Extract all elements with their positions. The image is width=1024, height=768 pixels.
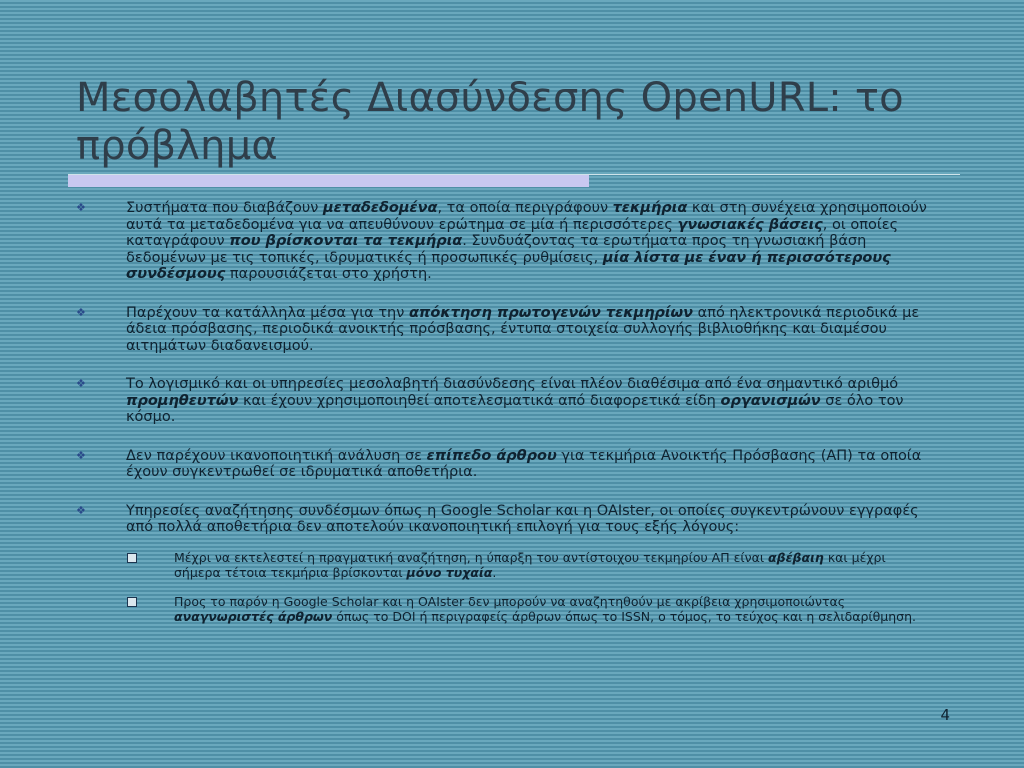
diamond-cluster-icon: ❖: [76, 503, 86, 517]
title-accent-bar: [68, 175, 589, 187]
diamond-cluster-icon: ❖: [76, 305, 86, 319]
page-number: 4: [940, 706, 950, 724]
sub-bullet-item: [76, 594, 936, 624]
diamond-cluster-icon: ❖: [76, 448, 86, 462]
bullet-item: [76, 200, 936, 283]
slide-title: Μεσολαβητές Διασύνδεσης OpenURL: το πρόβλημα: [76, 75, 904, 169]
bullet-text: Δεν παρέχουν ικανοποιητική ανάλυση σε επίπεδο άρθρου για τεκμήρια Ανοικτής Πρόσβασης (ΑΠ) τα οποία έχουν συγκεντρωθεί σε ιδρυματικά αποθετήρια.: [126, 447, 922, 480]
sub-bullet-item: [76, 550, 936, 580]
bullet-item: [76, 305, 936, 355]
sub-bullet-text: Προς το παρόν η Google Scholar και η OAIster δεν μπορούν να αναζητηθούν με ακρίβεια χρησιμοποιώντας αναγνωριστές άρθρων όπως το DOI ή περιγραφείς άρθρων όπως το ISSN, ο τόμος, το τεύχος και η σελιδαρίθμηση.: [174, 593, 917, 624]
diamond-cluster-icon: ❖: [76, 377, 86, 390]
hollow-square-icon: [127, 597, 137, 607]
bullet-item: [76, 376, 936, 426]
bullet-text: Παρέχουν τα κατάλληλα μέσα για την απόκτηση πρωτογενών τεκμηρίων από ηλεκτρονικά περιοδικά με άδεια πρόσβασης, περιοδικά ανοικτής πρόσβασης, έντυπα στοιχεία συλλογής βιβλιοθήκης και διαμέσου αιτημάτων διαδανεισμού.: [126, 304, 920, 354]
bullet-text: Υπηρεσίες αναζήτησης συνδέσμων όπως η Google Scholar και η OAIster, οι οποίες συγκεντρώνουν εγγραφές από πολλά αποθετήρια δεν αποτελούν ικανοποιητική επιλογή για τους εξής λόγους:: [126, 502, 919, 535]
hollow-square-icon: [127, 553, 137, 563]
sub-bullet-text: Μέχρι να εκτελεστεί η πραγματική αναζήτηση, η ύπαρξη του αντίστοιχου τεκμηρίου ΑΠ είναι αβέβαιη και μέχρι σήμερα τέτοια τεκμήρια βρίσκονται μόνο τυχαία.: [174, 549, 886, 580]
bullet-item: [76, 448, 936, 481]
slide-content: [76, 200, 936, 638]
bullet-item: [76, 503, 936, 536]
diamond-cluster-icon: ❖: [76, 201, 86, 214]
bullet-text: Το λογισμικό και οι υπηρεσίες μεσολαβητή διασύνδεσης είναι πλέον διαθέσιμα από ένα σημαντικό αριθμό προμηθευτών και έχουν χρησιμοποιηθεί αποτελεσματικά από διαφορετικά είδη οργανισμών σε όλο τον κόσμο.: [126, 376, 904, 425]
bullet-text: Συστήματα που διαβάζουν μεταδεδομένα, τα οποία περιγράφουν τεκμήρια και στη συνέχεια χρησιμοποιούν αυτά τα μεταδεδομένα για να απευθύνουν ερώτημα σε μία ή περισσότερες γνωσιακές βάσεις, οι οποίες καταγράφουν που βρίσκονται τα τεκμήρια. Συνδυάζοντας τα ερωτήματα προς τη γνωσιακή βάση δεδομένων με τις τοπικές, ιδρυματικές ή προσωπικές ρυθμίσεις, μία λίστα με έναν ή περισσότερους συνδέσμους παρουσιάζεται στο χρήστη.: [126, 200, 927, 282]
